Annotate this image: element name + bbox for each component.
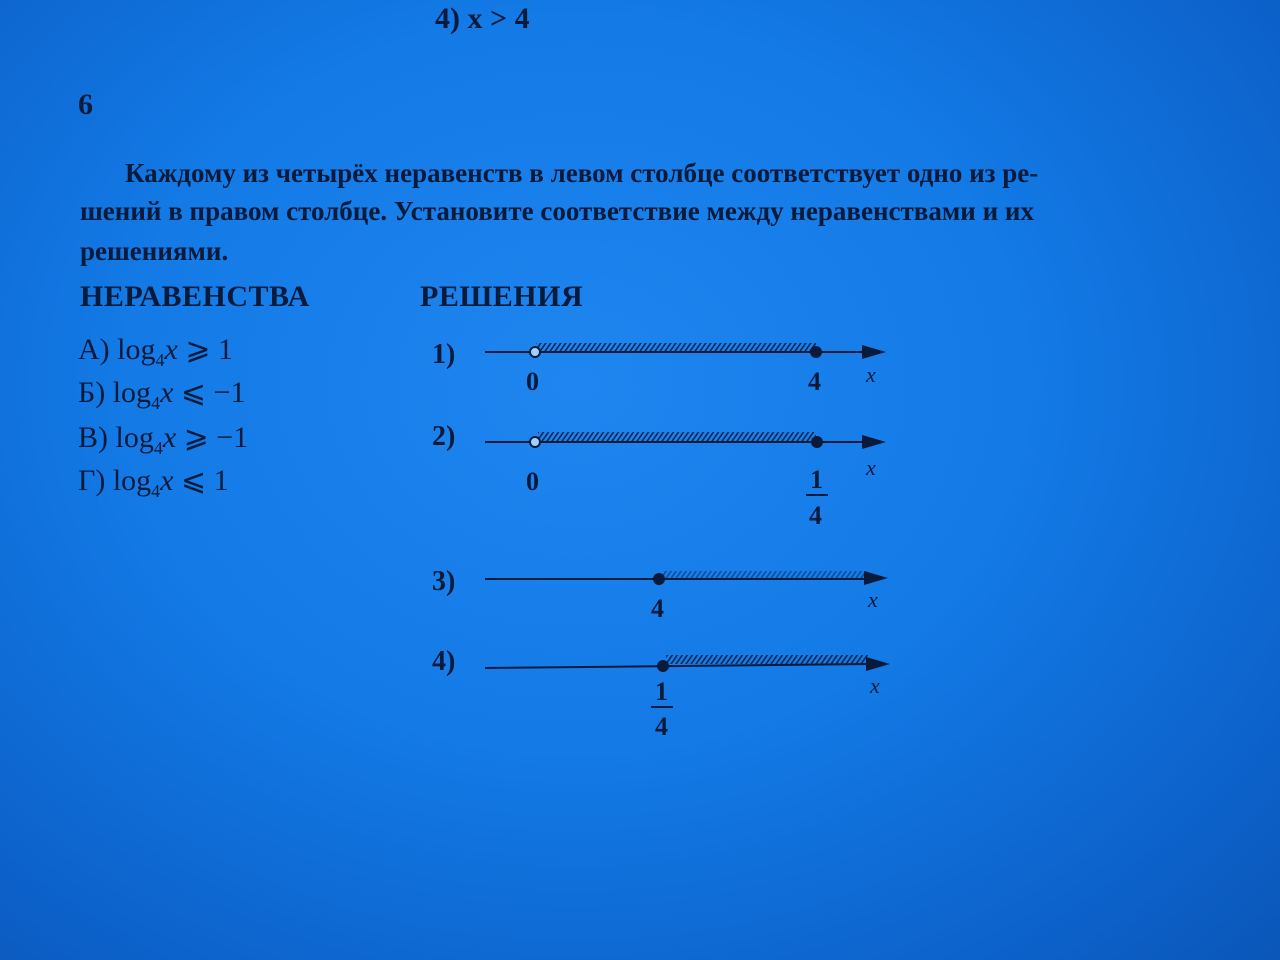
axis-variable-label: x: [870, 673, 880, 698]
inequality-relation: ⩾ −1: [176, 421, 249, 454]
task-number: 6: [78, 88, 93, 121]
tick-label: 0: [526, 467, 539, 496]
axis-arrow-icon: [862, 435, 886, 449]
closed-point: [653, 573, 665, 585]
solution-hatch: [538, 432, 816, 441]
solution-hatch: [666, 655, 868, 664]
log-base: 4: [151, 481, 161, 501]
closed-point: [811, 436, 823, 448]
solution-4: [432, 646, 890, 741]
instruction-line-2: шений в правом столбце. Установите соответствие между неравенствами и их: [80, 196, 1034, 226]
inequality-relation: ⩽ 1: [173, 464, 229, 497]
closed-point: [810, 346, 822, 358]
inequality-variable: x: [160, 376, 174, 409]
inequalities-header: НЕРАВЕНСТВА: [80, 280, 310, 313]
fraction-numerator: 1: [655, 677, 668, 706]
solution-hatch: [662, 571, 867, 578]
instruction-line-1: Каждому из четырёх неравенств в левом столбце соответствует одно из ре-: [125, 158, 1039, 188]
solution-1: [432, 339, 886, 396]
inequality-variable: x: [164, 333, 178, 366]
solution-label: 1): [432, 339, 456, 370]
tick-label: 0: [526, 367, 539, 396]
axis-variable-label: x: [868, 587, 878, 612]
fraction-numerator: 1: [810, 465, 823, 494]
instruction-line-3: решениями.: [80, 236, 229, 266]
log-base: 4: [155, 350, 165, 370]
inequality-variable: x: [160, 464, 174, 497]
axis-line: [485, 664, 872, 668]
axis-variable-label: x: [866, 455, 876, 480]
open-point: [530, 347, 540, 357]
log-base: 4: [151, 393, 161, 413]
previous-answer-option: 4) x > 4: [435, 2, 530, 35]
closed-point: [657, 660, 669, 672]
solution-hatch: [536, 343, 816, 351]
fraction-denominator: 4: [809, 501, 822, 530]
solution-3: [432, 566, 888, 623]
solution-label: 2): [432, 421, 456, 452]
inequality-variable: x: [162, 421, 177, 454]
solution-label: 3): [432, 566, 456, 597]
tick-label: 4: [651, 594, 664, 623]
inequality-relation: ⩾ 1: [177, 333, 233, 366]
inequality-prefix: В) log: [78, 421, 154, 454]
log-base: 4: [153, 438, 163, 458]
solutions-header: РЕШЕНИЯ: [420, 280, 584, 313]
solution-label: 4): [432, 646, 456, 677]
axis-arrow-icon: [866, 657, 890, 671]
axis-arrow-icon: [862, 345, 886, 359]
inequality-prefix: Б) log: [78, 376, 152, 409]
inequality-prefix: Г) log: [78, 464, 152, 497]
fraction-denominator: 4: [655, 712, 668, 741]
axis-variable-label: x: [866, 362, 876, 387]
open-point: [530, 437, 540, 447]
inequality-relation: ⩽ −1: [173, 376, 246, 409]
inequality-prefix: А) log: [78, 333, 156, 366]
solution-2: [432, 421, 886, 530]
tick-label: 4: [808, 367, 821, 396]
axis-arrow-icon: [864, 571, 888, 585]
